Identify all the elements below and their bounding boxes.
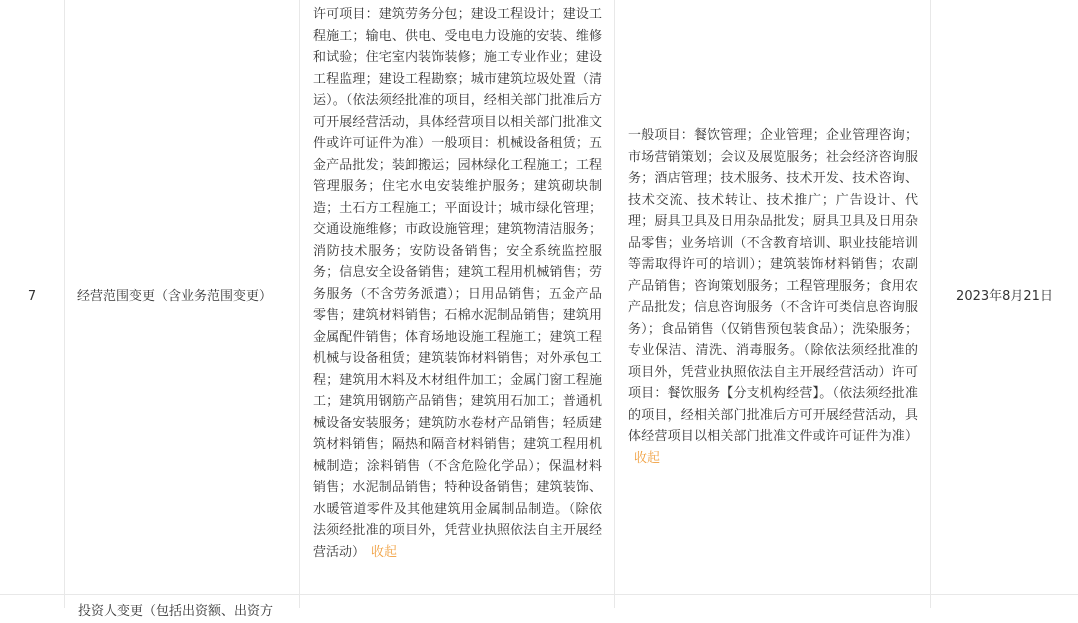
change-date [931, 0, 1078, 594]
content-before [300, 4, 614, 563]
content-before-text: 许可项目：建筑劳务分包；建设工程设计；建设工程施工；输电、供电、受电电力设施的安装、维修和试验；住宅室内装饰装修；施工专业作业；建设工程监理；建设工程勘察；城市建筑垃圾处置（清运）。（依法须经批准的项目，经相关部门批准后方可开展经营活动，具体经营项目以相关部门批准文件或许可证件为准）一般项目：机械设备租赁；五金产品批发；装卸搬运；园林绿化工程施工；工程管理服务；住宅水电安装维护服务；建筑砌块制造；土石方工程施工；平面设计；城市绿化管理；交通设施维修；市政设施管理；建筑物清洁服务；消防技术服务；安防设备销售；安全系统监控服务；信息安全设备销售；建筑工程用机械销售；劳务服务（不含劳务派遣）；日用品销售；五金产品零售；建筑材料销售；石棉水泥制品销售；建筑用金属配件销售；体育场地设施工程施工；建筑工程机械与设备租赁；建筑装饰材料销售；对外承包工程；建筑用木料及木材组件加工；金属门窗工程施工；建筑用钢筋产品销售；建筑用石加工；普通机械设备安装服务；建筑防水卷材产品销售；轻质建筑材料销售；隔热和隔音材料销售；建筑工程用机械制造；涂料销售（不含危险化学品）；保温材料销售；水泥制品销售；特种设备销售；建筑装饰、水暖管道零件及其他建筑用金属制品制造。（除依法须经批准的项目外，凭营业执照依法自主开展经营活动） [313, 7, 602, 560]
content-after [615, 0, 930, 594]
change-item-text: 经营范围变更（含业务范围变更） [77, 289, 273, 305]
collapse-link-after[interactable]: 收起 [634, 450, 661, 466]
collapse-link-before[interactable]: 收起 [371, 544, 398, 560]
content-after-text: 一般项目：餐饮管理；企业管理；企业管理咨询；市场营销策划；会议及展览服务；社会经济咨询服务；酒店管理；技术服务、技术开发、技术咨询、技术交流、技术转让、技术推广；广告设计、代理；厨具卫具及日用杂品批发；厨具卫具及日用杂品零售；业务培训（不含教育培训、职业技能培训等需取得许可的培训）；建筑装饰材料销售；农副产品销售；咨询策划服务；工程管理服务；食用农产品批发；信息咨询服务（不含许可类信息咨询服务）；食品销售（仅销售预包装食品）；洗染服务；专业保洁、清洗、消毒服务。（除依法须经批准的项目外，凭营业执照依法自主开展经营活动）许可项目：餐饮服务【分支机构经营】。（依法须经批准的项目，经相关部门批准后方可开展经营活动，具体经营项目以相关部门批准文件或许可证件为准） [628, 128, 918, 444]
change-date-text: 2023年8月21日 [956, 289, 1053, 305]
row-index-text: 7 [27, 289, 37, 305]
change-item [65, 0, 299, 594]
next-row-item-partial: 投资人变更（包括出资额、出资方 [78, 604, 274, 619]
row-index [0, 0, 64, 594]
row-divider [0, 594, 1078, 595]
